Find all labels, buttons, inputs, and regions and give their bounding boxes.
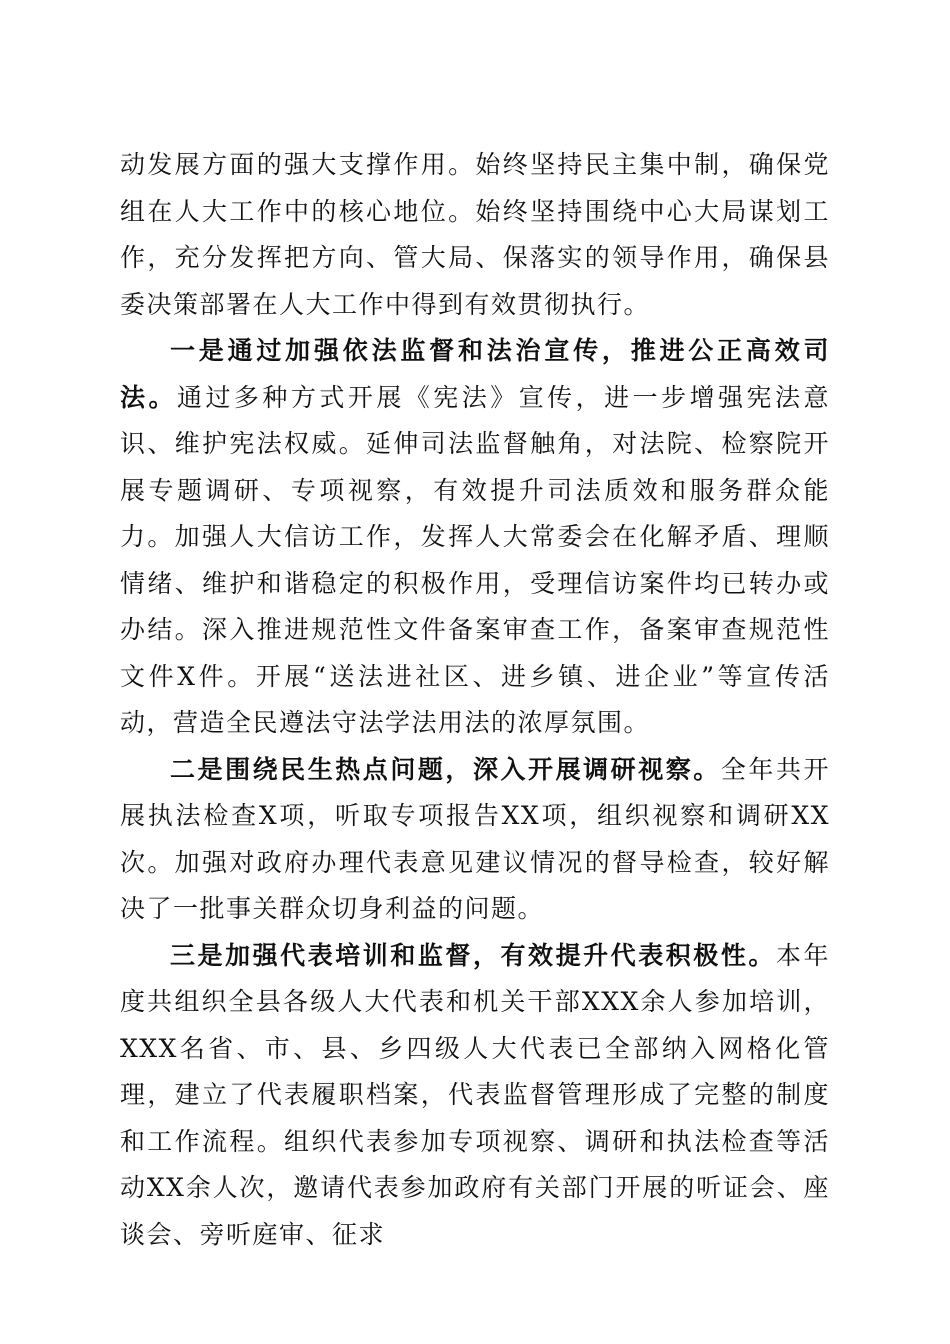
paragraph-body: 全年共开展执法检查X项，听取专项报告XX项，组织视察和调研XX次。加强对政府办理代表意见建议情况的督导检查，较好解决了一批事关群众切身利益的问题。: [120, 754, 830, 923]
paragraph-deputy-training: [120, 933, 830, 1259]
paragraph-heading: 三是加强代表培训和监督，有效提升代表积极性。: [170, 940, 776, 970]
paragraph-heading: 一是通过加强依法监督和法治宣传，推进公正高效司法。: [120, 336, 830, 412]
paragraph-judicial-supervision: [120, 328, 830, 747]
paragraph-body: 本年度共组织全县各级人大代表和机关干部XXX余人参加培训，XXX名省、市、县、乡四级人大代表已全部纳入网格化管理，建立了代表履职档案，代表监督管理形成了完整的制度和工作流程。组织代表参加专项视察、调研和执法检查等活动XX余人次，邀请代表参加政府有关部门开展的听证会、座谈会、旁听庭审、征求: [120, 940, 830, 1249]
paragraph-heading: 二是围绕民生热点问题，深入开展调研视察。: [170, 754, 721, 784]
paragraph-livelihood-inspection: [120, 747, 830, 933]
paragraph-body: 通过多种方式开展《宪法》宣传，进一步增强宪法意识、维护宪法权威。延伸司法监督触角，对法院、检察院开展专题调研、专项视察，有效提升司法质效和服务群众能力。加强人大信访工作，发挥人大常委会在化解矛盾、理顺情绪、维护和谐稳定的积极作用，受理信访案件均已转办或办结。深入推进规范性文件备案审查工作，备案审查规范性文件X件。开展“送法进社区、进乡镇、进企业”等宣传活动，营造全民遵法守法学法用法的浓厚氛围。: [120, 382, 830, 737]
document-page: [120, 142, 830, 1258]
paragraph-continuation: [120, 142, 830, 328]
paragraph-body: 动发展方面的强大支撑作用。始终坚持民主集中制，确保党组在人大工作中的核心地位。始终坚持围绕中心大局谋划工作，充分发挥把方向、管大局、保落实的领导作用，确保县委决策部署在人大工作中得到有效贯彻执行。: [120, 150, 830, 319]
